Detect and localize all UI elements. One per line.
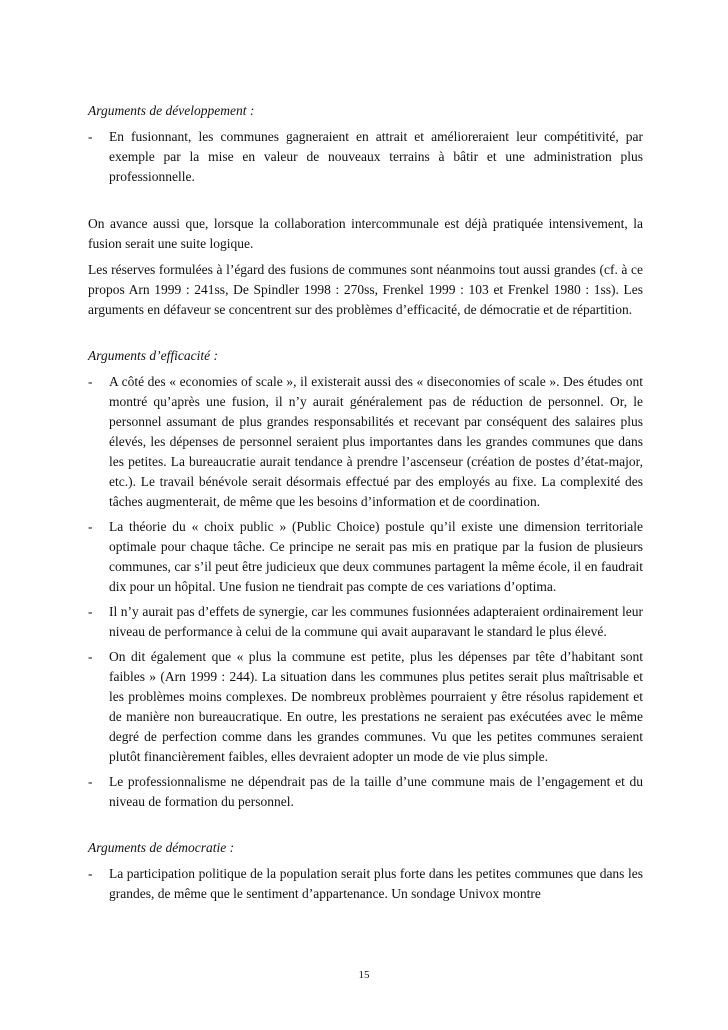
bullet-text: La théorie du « choix public » (Public Choice) postule qu’il existe une dimension territoriale optimale pour chaque tâche. Ce principe ne serait pas mis en pratique par la fusion de plusieurs communes, car s’il peut être judicieux que deux communes partagent la même école, il en faudrait dix pour un hôpital. Une fusion ne tiendrait pas compte de ces variations d’optima.	[109, 519, 643, 594]
list-item	[88, 772, 643, 812]
bullet-marker: -	[88, 649, 93, 664]
bullet-text: Il n’y aurait pas d’effets de synergie, car les communes fusionnées adapteraient ordinairement leur niveau de performance à celui de la commune qui avait auparavant le standard le plus élevé.	[109, 604, 643, 639]
heading-arguments-developpement: Arguments de développement :	[88, 103, 255, 118]
list-item	[88, 517, 643, 597]
bullet-text: On dit également que « plus la commune est petite, plus les dépenses par tête d’habitant sont faibles » (Arn 1999 : 244). La situation dans les communes plus petites serait plus maîtrisable et les problèmes moins complexes. De nombreux problèmes pourraient y être résolus rapidement et de manière non bureaucratique. En outre, les prestations ne seraient pas exécutées avec le même degré de perfection comme dans les grandes communes. Vu que les petites communes seraient plutôt financièrement faibles, elles devraient adopter un mode de vie plus simple.	[109, 649, 643, 764]
page-number: 15	[358, 969, 370, 981]
list-item	[88, 647, 643, 767]
heading-arguments-democratie: Arguments de démocratie :	[88, 840, 235, 855]
bullet-marker: -	[88, 519, 93, 534]
paragraph: On avance aussi que, lorsque la collaboration intercommunale est déjà pratiquée intensivement, la fusion serait une suite logique.	[88, 216, 643, 251]
bullet-text: Le professionnalisme ne dépendrait pas de la taille d’une commune mais de l’engagement et du niveau de formation du personnel.	[109, 774, 643, 809]
list-item	[88, 602, 643, 642]
list-item	[88, 864, 643, 904]
bullet-marker: -	[88, 866, 93, 881]
paragraph: Les réserves formulées à l’égard des fusions de communes sont néanmoins tout aussi grandes (cf. à ce propos Arn 1999 : 241ss, De Spindler 1998 : 270ss, Frenkel 1999 : 103 et Frenkel 1980 : 1ss). Les arguments en défaveur se concentrent sur des problèmes d’efficacité, de démocratie et de répartition.	[88, 262, 643, 317]
heading-arguments-efficacite: Arguments d’efficacité :	[88, 348, 218, 363]
bullet-text: La participation politique de la population serait plus forte dans les petites communes que dans les grandes, de même que le sentiment d’appartenance. Un sondage Univox montre	[109, 866, 643, 901]
document-page	[88, 101, 643, 909]
bullet-marker: -	[88, 604, 93, 619]
bullet-marker: -	[88, 774, 93, 789]
bullet-text: En fusionnant, les communes gagneraient en attrait et amélioreraient leur compétitivité, par exemple par la mise en valeur de nouveaux terrains à bâtir et une administration plus professionnelle.	[109, 129, 643, 184]
bullet-marker: -	[88, 374, 93, 389]
list-item	[88, 372, 643, 512]
bullet-text: A côté des « economies of scale », il existerait aussi des « diseconomies of scale ». Des études ont montré qu’après une fusion, il n’y aurait généralement pas de réduction de personnel. Or, le personnel assumant de plus grandes responsabilités et recevant par conséquent des salaires plus élevés, les dépenses de personnel seraient plus importantes dans les grandes communes que dans les petites. La bureaucratie aurait tendance à prendre l’ascenseur (création de postes d’état-major, etc.). Le travail bénévole serait désormais effectué par des employés au fixe. La complexité des tâches augmenterait, de même que les besoins d’information et de coordination.	[109, 374, 643, 509]
bullet-marker: -	[88, 129, 93, 144]
list-item	[88, 127, 643, 187]
